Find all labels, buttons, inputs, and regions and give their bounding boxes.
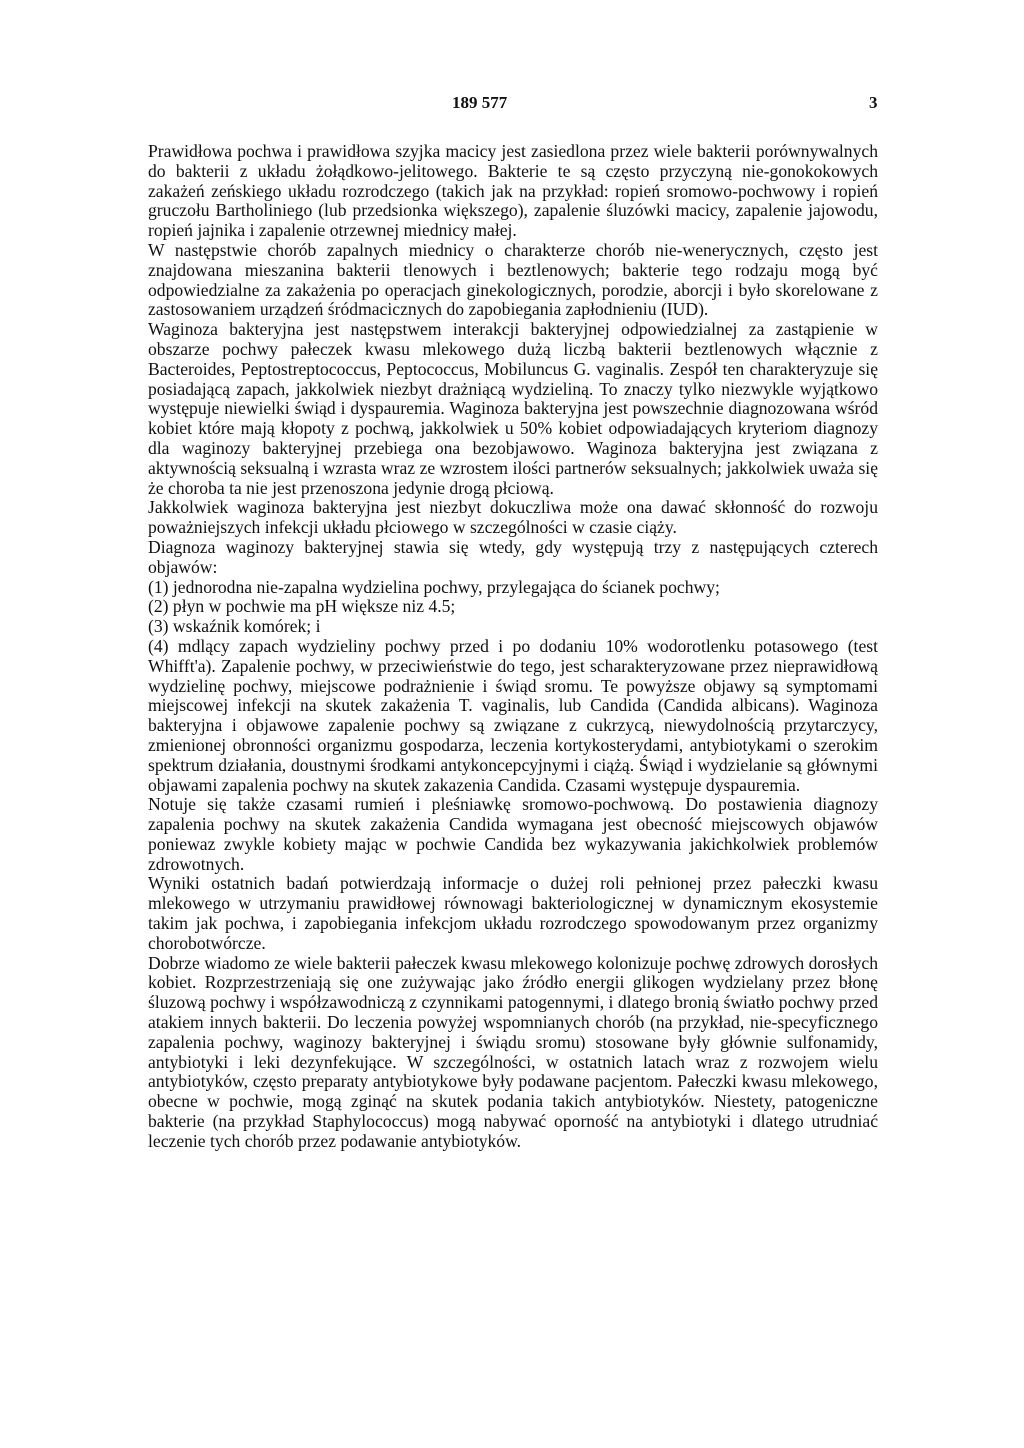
paragraph: Jakkolwiek waginoza bakteryjna jest niezbyt dokuczliwa może ona dawać skłonność do rozwoju poważniejszych infekcji układu płciowego w szczególności w czasie ciąży.	[148, 497, 878, 538]
document-body	[148, 142, 878, 1152]
paragraph: Waginoza bakteryjna jest następstwem interakcji bakteryjnej odpowiedzialnej za zastąpienie w obszarze pochwy pałeczek kwasu mlekowego dużą liczbą bakterii beztlenowych włącznie z Bacteroides, Peptostreptococcus, Peptococcus, Mobiluncus G. vaginalis. Zespół ten charakteryzuje się posiadającą zapach, jakkolwiek niezbyt drażniącą wydzieliną. To znaczy tylko niezwykle wyjątkowo występuje niewielki świąd i dyspauremia. Waginoza bakteryjna jest powszechnie diagnozowana wśród kobiet które mają kłopoty z pochwą, jakkolwiek u 50% kobiet odpowiadających kryteriom diagnozy dla waginozy bakteryjnej przebiega ona bezobjawowo. Waginoza bakteryjna jest związana z aktywnością seksualną i wzrasta wraz ze wzrostem ilości partnerów seksualnych; jakkolwiek uważa się że choroba ta nie jest przenoszona jedynie drogą płciową.	[148, 319, 878, 498]
list-item: (3) wskaźnik komórek; i	[148, 616, 321, 637]
paragraph: Notuje się także czasami rumień i pleśniawkę sromowo-pochwową. Do postawienia diagnozy zapalenia pochwy na skutek zakażenia Candida wymagana jest obecność miejscowych objawów poniewaz zwykle kobiety mając w pochwie Candida bez wykazywania jakichkolwiek problemów zdrowotnych.	[148, 794, 878, 874]
paragraph: Wyniki ostatnich badań potwierdzają informacje o dużej roli pełnionej przez pałeczki kwasu mlekowego w utrzymaniu prawidłowej równowagi bakteriologicznej w dynamicznym ekosystemie takim jak pochwa, i zapobiegania infekcjom układu rozrodczego spowodowanym przez organizmy chorobotwórcze.	[148, 873, 878, 953]
paragraph: Diagnoza waginozy bakteryjnej stawia się wtedy, gdy występują trzy z następujących czterech objawów:	[148, 536, 878, 577]
page-header	[0, 93, 1024, 117]
paragraph: Prawidłowa pochwa i prawidłowa szyjka macicy jest zasiedlona przez wiele bakterii porównywalnych do bakterii z układu żołądkowo-jelitowego. Bakterie te są często przyczyną nie-gonokokowych zakażeń zeńskiego układu rozrodczego (takich jak na przykład: ropień sromowo-pochwowy i ropień gruczołu Bartholiniego (lub przedsionka większego), zapalenie śluzówki macicy, zapalenie jajowodu, ropień jajnika i zapalenie otrzewnej miednicy małej.	[148, 141, 878, 241]
paragraph: W następstwie chorób zapalnych miednicy o charakterze chorób nie-wenerycznych, często jest znajdowana mieszanina bakterii tlenowych i beztlenowych; bakterie tego rodzaju mogą być odpowiedzialne za zakażenia po operacjach ginekologicznych, porodzie, aborcji i było skorelowane z zastosowaniem urządzeń śródmacicznych do zapobiegania zapłodnieniu (IUD).	[148, 239, 878, 320]
paragraph: Dobrze wiadomo ze wiele bakterii pałeczek kwasu mlekowego kolonizuje pochwę zdrowych dorosłych kobiet. Rozprzestrzeniają się one zużywając jako źródło energii glikogen wydzielany przez błonę śluzową pochwy i współzawodniczą z czynnikami patogennymi, i dlatego bronią światło pochwy przed atakiem innych bakterii. Do leczenia powyżej wspomnianych chorób (na przykład, nie-specyficznego zapalenia pochwy, waginozy bakteryjnej i świądu sromu) stosowane były głównie sulfonamidy, antybiotyki i leki dezynfekujące. W szczególności, w ostatnich latach wraz z rozwojem wielu antybiotyków, często preparaty antybiotykowe były podawane pacjentom. Pałeczki kwasu mlekowego, obecne w pochwie, mogą zginąć na skutek podania takich antybiotyków. Niestety, patogeniczne bakterie (na przykład Staphylococcus) mogą nabywać oporność na antybiotyki i dlatego utrudniać leczenie tych chorób przez podawanie antybiotyków.	[148, 952, 878, 1151]
list-item: (1) jednorodna nie-zapalna wydzielina pochwy, przylegająca do ścianek pochwy;	[148, 576, 720, 597]
document-number: 189 577	[452, 93, 508, 112]
page-number: 3	[869, 93, 878, 112]
list-item: (4) mdlący zapach wydzieliny pochwy przed i po dodaniu 10% wodorotlenku potasowego (test Whifft'a). Zapalenie pochwy, w przeciwieństwie do tego, jest scharakteryzowane przez nieprawidłową wydzielinę pochwy, miejscowe podrażnienie i świąd sromu. Te powyższe objawy są symptomami miejscowej infekcji na skutek zakażenia T. vaginalis, lub Candida (Candida albicans). Waginoza bakteryjna i objawowe zapalenie pochwy są związane z cukrzycą, niewydolnością przytarczycy, zmienionej obronności organizmu gospodarza, leczenia kortykosterydami, antybiotykami o szerokim spektrum działania, doustnymi środkami antykoncepcyjnymi i ciążą. Świąd i wydzielanie są głównymi objawami zapalenia pochwy na skutek zakazenia Candida. Czasami występuje dyspauremia.	[148, 635, 878, 795]
list-item: (2) płyn w pochwie ma pH większe niz 4.5;	[148, 596, 456, 617]
